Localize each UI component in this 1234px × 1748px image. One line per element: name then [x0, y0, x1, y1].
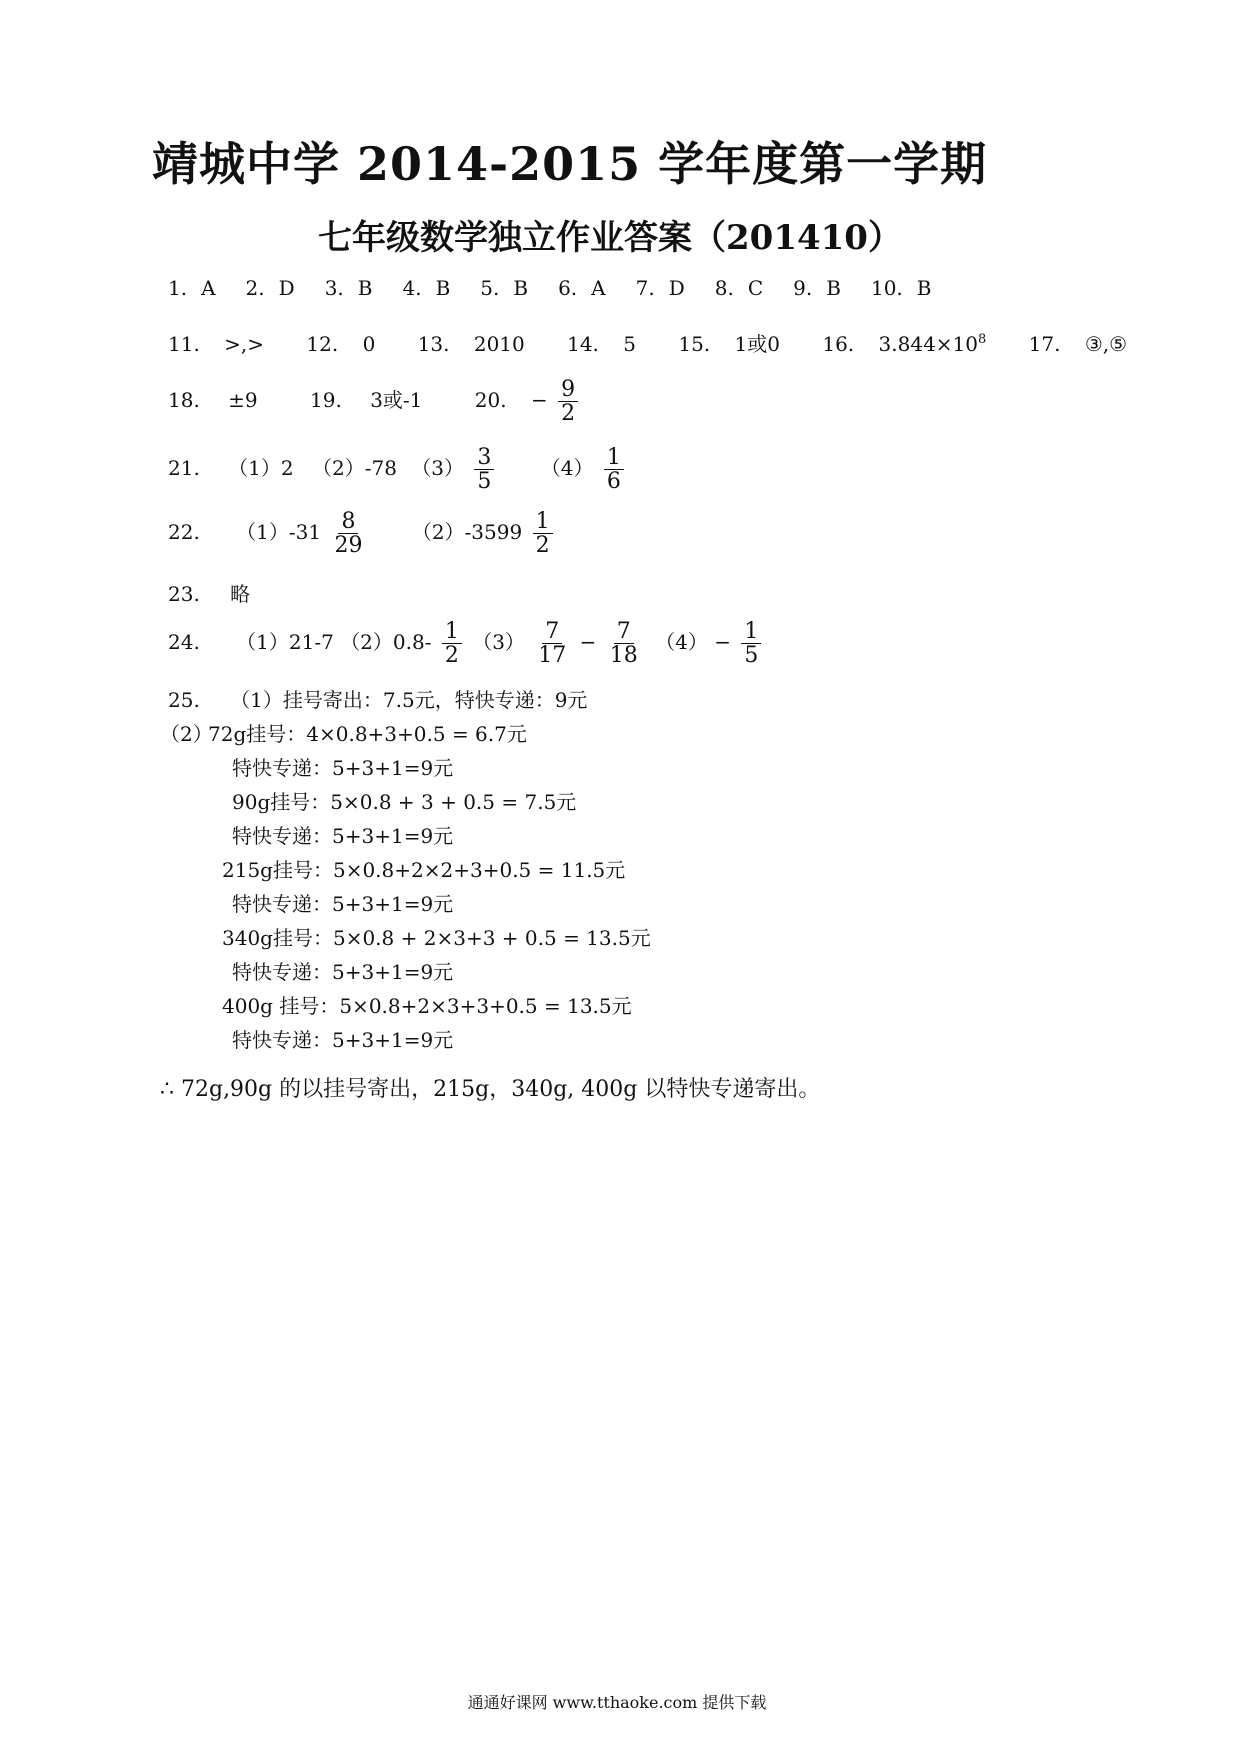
mc-question-number: 1.	[168, 276, 188, 300]
mc-answer-4	[402, 276, 450, 300]
answers-row-21	[168, 446, 628, 493]
q25-num: 25.	[168, 688, 200, 712]
q16-num: 16.	[822, 332, 855, 356]
q21-part3-label: （3）	[411, 456, 465, 481]
q20-fraction	[558, 378, 578, 425]
q21-part3-denominator: 5	[477, 469, 492, 495]
mc-question-number: 10.	[870, 276, 903, 300]
q18-num: 18.	[168, 388, 200, 413]
mc-choice: A	[201, 276, 216, 300]
q15-num: 15.	[678, 332, 711, 356]
q20-denominator: 2	[561, 401, 576, 427]
mc-answer-9	[793, 276, 841, 300]
q25-part1: （1）挂号寄出：7.5元，特快专递：9元	[230, 688, 588, 712]
q24-part3a-numerator: 7	[542, 620, 562, 644]
mc-choice: A	[591, 276, 606, 300]
mc-choice: B	[513, 276, 529, 300]
mc-question-number: 6.	[558, 276, 578, 300]
q24-part4-sign: −	[714, 630, 731, 655]
q12-answer: 0	[362, 332, 376, 356]
mc-question-number: 9.	[793, 276, 813, 300]
mc-question-number: 5.	[480, 276, 500, 300]
q20-sign: −	[530, 388, 548, 413]
answers-row-11-17	[168, 328, 1127, 357]
conclusion: ∴ 72g,90g 的以挂号寄出，215g，340g, 400g 以特快专递寄出。	[160, 1077, 821, 1102]
mc-question-number: 3.	[324, 276, 344, 300]
q11-answer: >,>	[224, 332, 265, 356]
express-mail-calc: 特快专递：5+3+1=9元	[232, 1028, 454, 1052]
q17-num: 17.	[1028, 332, 1061, 356]
q24-part4-denominator: 5	[744, 643, 759, 669]
registered-mail-calc: 340g挂号：5×0.8 + 2×3+3 + 0.5 = 13.5元	[222, 926, 651, 950]
q24-part3b-numerator: 7	[614, 620, 634, 644]
q22-part1-denominator: 29	[334, 533, 363, 559]
mc-answer-6	[558, 276, 606, 300]
q24-part2: （2）0.8-	[340, 630, 432, 655]
registered-mail-calc: 72g挂号：4×0.8+3+0.5 = 6.7元	[208, 722, 527, 746]
q22-part2: （2）-3599	[411, 520, 523, 545]
q21-part3-numerator: 3	[474, 446, 494, 470]
answers-row-22	[168, 510, 557, 557]
express-mail-calc: 特快专递：5+3+1=9元	[232, 892, 454, 916]
q24-part3-fraction-a	[535, 620, 569, 667]
q22-part2-fraction	[533, 510, 553, 557]
q13-num: 13.	[417, 332, 450, 356]
q25-part2-label: （2）	[160, 722, 213, 746]
registered-mail-calc: 215g挂号：5×0.8+2×2+3+0.5 = 11.5元	[222, 858, 626, 882]
page-subtitle: 七年级数学独立作业答案（201410）	[318, 218, 902, 258]
mc-answer-1	[168, 276, 216, 300]
q11-num: 11.	[168, 332, 200, 356]
q24-part4-fraction	[741, 620, 761, 667]
express-mail-calc: 特快专递：5+3+1=9元	[232, 824, 454, 848]
q16-exponent: 8	[978, 332, 987, 348]
q22-part1-fraction	[331, 510, 365, 557]
answers-row-18-20	[168, 378, 582, 425]
q21-part4-fraction	[604, 446, 624, 493]
mc-choice: C	[747, 276, 764, 300]
q21-part2: （2）-78	[311, 456, 397, 481]
mc-question-number: 7.	[635, 276, 655, 300]
q12-num: 12.	[306, 332, 339, 356]
mc-answer-10	[871, 276, 932, 300]
q22-part1: （1）-31	[236, 520, 322, 545]
mc-question-number: 2.	[245, 276, 265, 300]
mc-choice: B	[916, 276, 932, 300]
footer-credit: 通通好课网 www.tthaoke.com 提供下载	[467, 1693, 767, 1712]
q24-part3-label: （3）	[472, 630, 525, 655]
q21-part4-label: （4）	[540, 456, 594, 481]
q20-num: 20.	[474, 388, 507, 413]
answers-row-24	[168, 620, 765, 667]
q15-answer: 1或0	[734, 332, 780, 356]
q22-part2-denominator: 2	[535, 533, 550, 559]
q24-part3-operator: −	[579, 630, 597, 655]
q21-part4-numerator: 1	[604, 446, 624, 470]
q24-part2-denominator: 2	[444, 643, 459, 669]
mc-answer-5	[480, 276, 528, 300]
mc-choice: B	[435, 276, 451, 300]
q19-num: 19.	[310, 388, 342, 413]
q17-answer: ③,⑤	[1084, 332, 1128, 356]
registered-mail-calc: 90g挂号：5×0.8 + 3 + 0.5 = 7.5元	[232, 790, 577, 814]
mc-question-number: 8.	[714, 276, 734, 300]
q18-answer: ±9	[228, 388, 258, 413]
express-mail-calc: 特快专递：5+3+1=9元	[232, 756, 454, 780]
q14-num: 14.	[567, 332, 599, 356]
q24-part3b-denominator: 18	[609, 643, 638, 669]
q16-answer: 3.844×10	[878, 332, 978, 356]
q14-answer: 5	[623, 332, 637, 356]
mc-choice: B	[826, 276, 841, 300]
mc-answer-7	[636, 276, 685, 300]
answers-row-25	[168, 684, 587, 713]
q24-part3-fraction-b	[607, 620, 641, 667]
mc-choice: D	[668, 276, 685, 300]
mc-answer-2	[246, 276, 295, 300]
answers-row-23	[168, 578, 250, 607]
registered-mail-calc: 400g 挂号：5×0.8+2×3+3+0.5 = 13.5元	[222, 994, 632, 1018]
q22-num: 22.	[168, 520, 200, 545]
express-mail-calc: 特快专递：5+3+1=9元	[232, 960, 454, 984]
page-title: 靖城中学 2014-2015 学年度第一学期	[152, 137, 988, 191]
q21-part3-fraction	[474, 446, 494, 493]
q21-num: 21.	[168, 456, 200, 481]
q22-part2-numerator: 1	[533, 510, 553, 534]
mc-choice: B	[357, 276, 373, 300]
q19-answer: 3或-1	[370, 388, 423, 413]
q24-part4-label: （4）	[655, 630, 708, 655]
q23-num: 23.	[168, 582, 200, 606]
q22-part1-numerator: 8	[338, 510, 358, 534]
answers-row-1-10	[168, 276, 961, 300]
mc-answer-8	[715, 276, 763, 300]
q24-part1: （1）21-7	[236, 630, 334, 655]
q24-part2-fraction	[442, 620, 462, 667]
mc-answer-3	[325, 276, 373, 300]
mc-choice: D	[278, 276, 295, 300]
q23-answer: 略	[230, 582, 251, 606]
q20-numerator: 9	[558, 378, 578, 402]
q21-part4-denominator: 6	[606, 469, 621, 495]
mc-question-number: 4.	[402, 276, 422, 300]
q21-part1: （1）2	[228, 456, 294, 481]
q24-part2-numerator: 1	[442, 620, 462, 644]
q24-num: 24.	[168, 630, 200, 655]
q24-part4-numerator: 1	[741, 620, 761, 644]
q13-answer: 2010	[473, 332, 525, 356]
q24-part3a-denominator: 17	[538, 643, 567, 669]
